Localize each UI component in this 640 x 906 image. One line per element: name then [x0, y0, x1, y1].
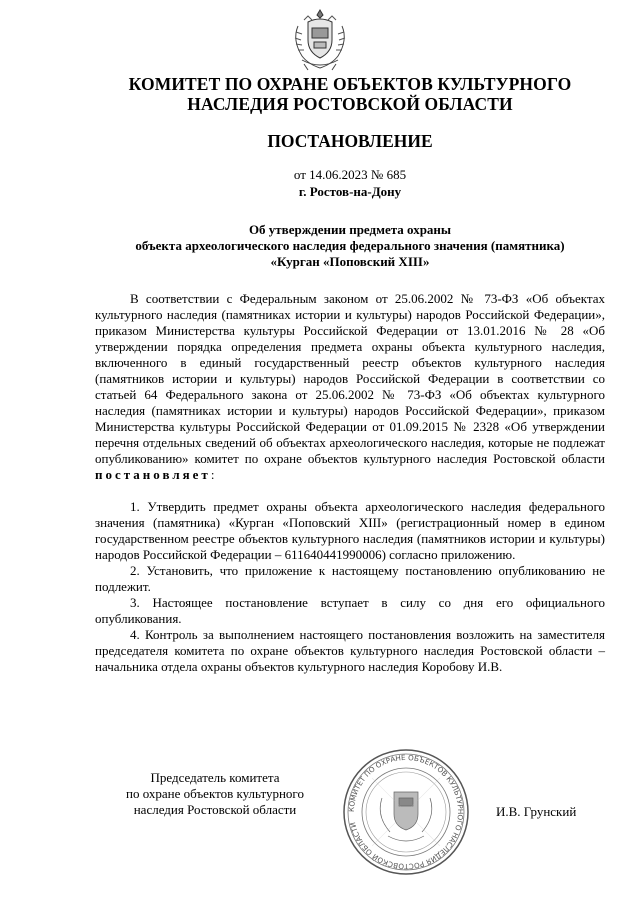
subject-line-3: «Курган «Поповский XIII» — [270, 254, 430, 269]
document-subject — [95, 222, 605, 270]
document-date-number: от 14.06.2023 № 685 — [293, 167, 407, 182]
document-type: ПОСТАНОВЛЕНИЕ — [267, 131, 433, 151]
preamble-colon: : — [210, 467, 215, 482]
preamble-text: В соответствии с Федеральным законом от 25.06.2002 № 73-ФЗ «Об объектах культурного наследия (памятниках истории и культуры) народов Российской Федерации», приказом Министерства культуры Российской Федерации от 13.01.2016 № 28 «Об утверждении порядка определения предмета охраны объекта культурного наследия, включенного в единый государственный реестр объектов культурного наследия (памятников истории и культуры) народов Российской Федерации в соответствии со статьей 64 Федерального закона от 25.06.2002 № 73-ФЗ «Об объектах культурного наследия (памятниках истории и культуры) народов Российской Федерации», приказом Министерства культуры Российской Федерации от 01.09.2015 № 2328 «Об утверждении перечня отдельных сведений об объектах археологического наследия, которые не подлежат опубликованию» комитет по охране объектов культурного наследия Ростовской области — [95, 291, 605, 466]
item-3: 3. Настоящее постановление вступает в силу со дня его официального опубликования. — [95, 595, 605, 626]
org-line-1: КОМИТЕТ ПО ОХРАНЕ ОБЪЕКТОВ КУЛЬТУРНОГО — [128, 74, 572, 94]
org-line-2: НАСЛЕДИЯ РОСТОВСКОЙ ОБЛАСТИ — [187, 94, 513, 114]
seal-text: КОМИТЕТ ПО ОХРАНЕ ОБЪЕКТОВ КУЛЬТУРНОГО НАСЛЕДИЯ РОСТОВСКОЙ ОБЛАСТИ — [346, 752, 466, 872]
subject-line-2: объекта археологического наследия федерального значения (памятника) — [135, 238, 565, 253]
official-seal-icon — [342, 748, 470, 876]
organization-name — [95, 74, 605, 114]
document-body — [95, 291, 605, 675]
signatory-name: И.В. Грунский — [496, 804, 577, 819]
document-city: г. Ростов-на-Дону — [298, 184, 402, 199]
resolves-word: постановляет — [95, 467, 211, 482]
position-line-2: по охране объектов культурного — [126, 786, 304, 801]
item-1: 1. Утвердить предмет охраны объекта археологического наследия федерального значения (памятника) «Курган «Поповский XIII» (регистрационный номер в едином государственном реестре объектов культурного наследия (памятников истории и культуры) народов Российской Федерации – 611640441990006) согласно приложению. — [95, 499, 605, 562]
subject-line-1: Об утверждении предмета охраны — [248, 222, 452, 237]
item-2: 2. Установить, что приложение к настоящему постановлению опубликованию не подлежит. — [95, 563, 605, 594]
coat-of-arms-icon — [290, 8, 350, 72]
signatory-position — [100, 770, 330, 818]
position-line-3: наследия Ростовской области — [133, 802, 297, 817]
item-4: 4. Контроль за выполнением настоящего постановления возложить на заместителя председателя комитета по охране объектов культурного наследия Ростовской области – начальника отдела охраны объектов культурного наследия Коробову И.В. — [95, 627, 605, 674]
preamble-paragraph — [95, 291, 605, 483]
position-line-1: Председатель комитета — [150, 770, 280, 785]
